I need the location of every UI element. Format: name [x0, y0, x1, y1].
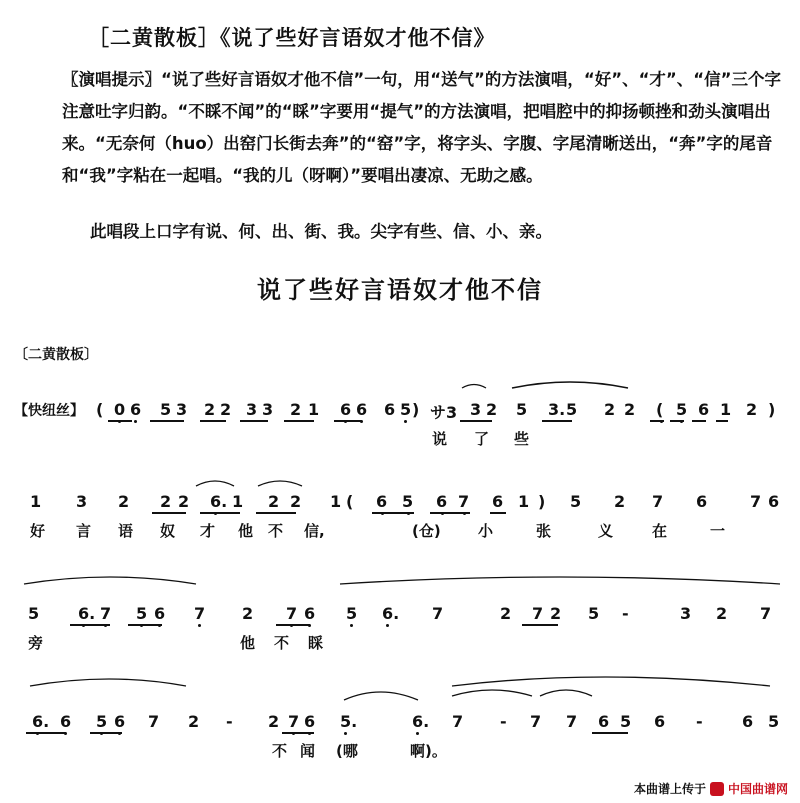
score-note: ( [96, 400, 104, 419]
score-note: 2 [614, 492, 626, 511]
octave-dot [134, 420, 137, 423]
octave-dot [441, 512, 444, 515]
score-lyric: 才 [200, 522, 216, 540]
score-note: 7 [530, 712, 542, 731]
octave-dot [118, 420, 121, 423]
score-note: 7 [566, 712, 578, 731]
octave-dot [360, 420, 363, 423]
octave-dot [198, 624, 201, 627]
score-lyric: 不 [274, 634, 290, 652]
score-note: ( [656, 400, 664, 419]
score-note: 6. [382, 604, 400, 623]
score-note: 1 [232, 492, 244, 511]
score-lyric: (哪 [336, 742, 358, 760]
score-note: 1 [330, 492, 342, 511]
score-note: 7 [452, 712, 464, 731]
octave-dot [82, 624, 85, 627]
score-note: 6 [768, 492, 780, 511]
score-note: 5. [340, 712, 358, 731]
octave-dot [463, 512, 466, 515]
octave-dot [158, 624, 161, 627]
octave-dot [344, 732, 347, 735]
score-note: 5 [96, 712, 108, 731]
score-lyric: 旁 [28, 634, 44, 652]
score-lyric: 闻 [300, 742, 316, 760]
score-note: 7 [288, 712, 300, 731]
score-lyric: 在 [652, 522, 668, 540]
score-note: 3 [246, 400, 258, 419]
score-lyric: 好 [30, 522, 46, 540]
score-note: 2 [268, 712, 280, 731]
score-lyric: 信, [304, 522, 325, 540]
score-note: 6. [32, 712, 50, 731]
score-note: 2 [204, 400, 216, 419]
score-lyric: 些 [514, 430, 530, 448]
site-logo-icon [710, 782, 724, 796]
score-note: - [696, 712, 703, 731]
score-note: - [226, 712, 233, 731]
score-note: 3 [470, 400, 482, 419]
score-note: 7 [760, 604, 772, 623]
score-note: 2 [188, 712, 200, 731]
score-note: 5 [28, 604, 40, 623]
octave-dot [64, 732, 67, 735]
score-note: 2 [746, 400, 758, 419]
score-note: 5 [402, 492, 414, 511]
octave-dot [386, 624, 389, 627]
score-note: 3 [76, 492, 88, 511]
score-note: 6 [654, 712, 666, 731]
score-note: 6 [130, 400, 142, 419]
score-lyric: 不 [268, 522, 284, 540]
score-note: 3 [262, 400, 274, 419]
octave-dot [308, 732, 311, 735]
octave-dot [104, 624, 107, 627]
score-lyric: 他 [238, 522, 254, 540]
score-note: 2 [118, 492, 130, 511]
score-note: 6 [698, 400, 710, 419]
score-note: 5 [400, 400, 412, 419]
score-note: 6 [696, 492, 708, 511]
octave-dot [404, 420, 407, 423]
tips-text-2: 此唱段上口字有说、何、出、街、我。尖字有些、信、小、亲。 [90, 222, 552, 241]
score-note: 2 [604, 400, 616, 419]
score-note: 6 [304, 712, 316, 731]
score-note: 2 [486, 400, 498, 419]
octave-dot [36, 732, 39, 735]
score-note: 7 [432, 604, 444, 623]
score-note: 2 [290, 400, 302, 419]
score-note: 1 [518, 492, 530, 511]
score-note: 6 [598, 712, 610, 731]
score-note: 6. [210, 492, 228, 511]
score-note: 7 [458, 492, 470, 511]
score-note: 1 [308, 400, 320, 419]
octave-dot [292, 732, 295, 735]
score-note: ) [538, 492, 546, 511]
octave-dot [100, 732, 103, 735]
score-note: 5 [516, 400, 528, 419]
score-lyric: 小 [478, 522, 494, 540]
section-title: ［二黄散板］《说了些好言语奴才他不信》 [88, 26, 496, 50]
octave-dot [350, 624, 353, 627]
footer [634, 780, 788, 797]
score-note: ) [768, 400, 776, 419]
score-lyric: 了 [474, 430, 490, 448]
song-title: 说了些好言语奴才他不信 [257, 276, 543, 304]
octave-dot [344, 420, 347, 423]
octave-dot [290, 624, 293, 627]
octave-dot [416, 732, 419, 735]
score-lyric: (仓) [412, 522, 441, 540]
instrument-label: 【快纽丝】 [14, 403, 84, 419]
score-note: 2 [178, 492, 190, 511]
octave-dot [660, 420, 663, 423]
score-lyric: 啊)。 [410, 742, 447, 760]
score-note: 1 [30, 492, 42, 511]
score-note: 1 [720, 400, 732, 419]
octave-dot [407, 512, 410, 515]
tips-tag: 〖演唱提示〗 [62, 70, 161, 89]
score-note: 2 [290, 492, 302, 511]
score-note: 6 [436, 492, 448, 511]
score-lyric: 说 [432, 430, 448, 448]
score-note: 5 [160, 400, 172, 419]
score-lyric: 语 [118, 522, 134, 540]
score-note: 6 [376, 492, 388, 511]
score-lyric: 张 [536, 522, 552, 540]
octave-dot [140, 624, 143, 627]
score-lyric: 睬 [308, 634, 324, 652]
score-note: 6 [114, 712, 126, 731]
score-note: 5 [566, 400, 578, 419]
score-note: 2 [242, 604, 254, 623]
score-note: 7 [100, 604, 112, 623]
score-lyric: 一 [710, 522, 726, 540]
score-note: 6 [340, 400, 352, 419]
octave-dot [214, 512, 217, 515]
score-lyric: 奴 [160, 522, 176, 540]
score-note: 3 [176, 400, 188, 419]
score-note: 7 [750, 492, 762, 511]
score-note: 7 [148, 712, 160, 731]
score-note: 5 [768, 712, 780, 731]
score-note: ( [346, 492, 354, 511]
score-note: 6. [78, 604, 96, 623]
score-note: 6 [154, 604, 166, 623]
score-note: 2 [220, 400, 232, 419]
score-note: サ3 [430, 403, 458, 422]
score-note: 2 [500, 604, 512, 623]
score-note: 3 [680, 604, 692, 623]
score-lyric: 不 [272, 742, 288, 760]
tempo-marking: 〔二黄散板〕 [14, 347, 98, 363]
score-note: 5 [346, 604, 358, 623]
score-lyric: 义 [598, 522, 614, 540]
score-note: 6. [412, 712, 430, 731]
octave-dot [381, 512, 384, 515]
score-note: 5 [136, 604, 148, 623]
octave-dot [308, 624, 311, 627]
score-note: 2 [624, 400, 636, 419]
score-note: 7 [194, 604, 206, 623]
score-note: 5 [570, 492, 582, 511]
score-note: 2 [550, 604, 562, 623]
score-note: 2 [716, 604, 728, 623]
score-note: 6 [60, 712, 72, 731]
score-lyric: 言 [76, 522, 92, 540]
score-note: 2 [160, 492, 172, 511]
score-note: 7 [286, 604, 298, 623]
footer-brand: 中国曲谱网 [727, 782, 788, 796]
score-note: 0 [114, 400, 126, 419]
score-note: ) [412, 400, 420, 419]
score-note: 6 [742, 712, 754, 731]
score-note: 6 [492, 492, 504, 511]
footer-text: 本曲谱上传于 [633, 782, 706, 796]
score-note: - [500, 712, 507, 731]
octave-dot [680, 420, 683, 423]
tips-text: “说了些好言语奴才他不信”一句，用“送气”的方法演唱，“好”、“才”、“信”三个字注意吐字归韵。“不睬不闻”的“睬”字要用“提气”的方法演唱，把唱腔中的抑扬顿挫和劲头演唱出来。“无奈何（huo）出窑门长街去奔”的“窑”字，将字头、字腹、字尾清晰送出，“奔”字的尾音和“我”字粘在一起唱。“我的儿（呀啊）”要唱出凄凉、无助之感。 [62, 70, 781, 185]
score-lyric: 他 [240, 634, 256, 652]
score-note: 6 [384, 400, 396, 419]
score-note: 3. [548, 400, 566, 419]
score-note: 7 [532, 604, 544, 623]
octave-dot [118, 732, 121, 735]
score-note: 2 [268, 492, 280, 511]
score-note: 6 [356, 400, 368, 419]
score-note: 6 [304, 604, 316, 623]
score-note: 5 [620, 712, 632, 731]
score-note: 5 [588, 604, 600, 623]
score-note: 5 [676, 400, 688, 419]
score-note: 7 [652, 492, 664, 511]
score-note: - [622, 604, 629, 623]
